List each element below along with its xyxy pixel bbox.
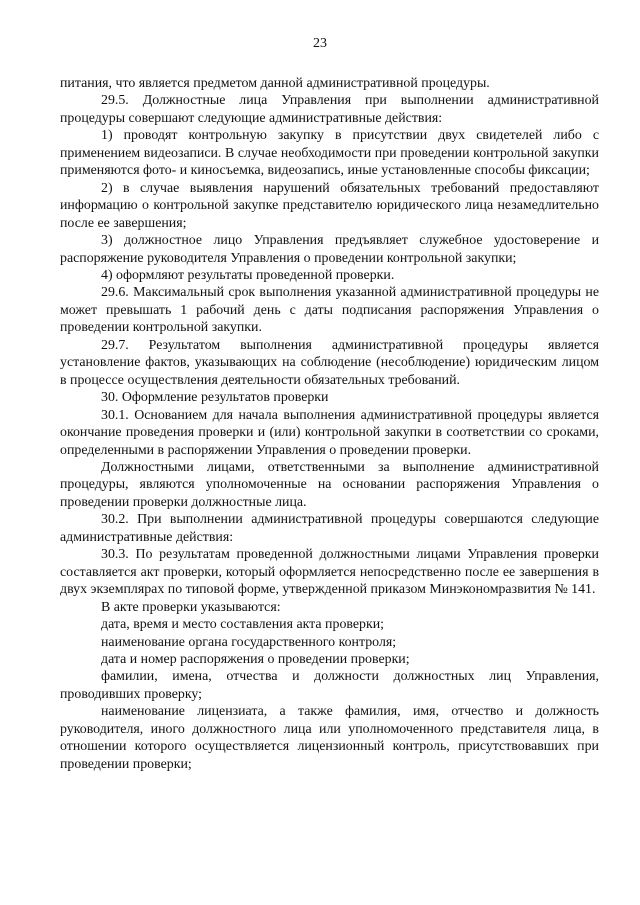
paragraph: наименование органа государственного контроля;: [101, 634, 397, 650]
paragraph: 1) проводят контрольную закупку в присутствии двух свидетелей либо с применением видеозаписи. В случае необходимости при проведении контрольной закупки применяются фото- и киносъемка, видеозапись, иные установленные способы фиксации;: [60, 128, 599, 179]
paragraph: фамилии, имена, отчества и должности должностных лиц Управления, проводивших проверку;: [60, 669, 599, 702]
paragraph: 30. Оформление результатов проверки: [101, 390, 329, 406]
paragraph: Должностными лицами, ответственными за выполнение административной процедуры, являются уполномоченные на основании распоряжения Управления о проведении проверки должностные лица.: [60, 459, 599, 510]
paragraph: 3) должностное лицо Управления предъявляет служебное удостоверение и распоряжение руководителя Управления о проведении контрольной закупки;: [60, 233, 599, 266]
paragraph: 29.6. Максимальный срок выполнения указанной административной процедуры не может превышать 1 рабочий день с даты подписания распоряжения Управления о проведении контрольной закупки.: [60, 285, 599, 336]
paragraph: питания, что является предметом данной административной процедуры.: [60, 76, 490, 91]
paragraph: дата и номер распоряжения о проведении проверки;: [101, 651, 410, 667]
paragraph: 30.3. По результатам проведенной должностными лицами Управления проверки составляется акт проверки, который оформляется непосредственно после ее завершения в двух экземплярах по типовой форме, утвержденной приказом Минэкономразвития № 141.: [60, 547, 599, 598]
paragraph: В акте проверки указываются:: [101, 599, 281, 615]
paragraph: 29.7. Результатом выполнения административной процедуры является установление фактов, указывающих на соблюдение (несоблюдение) юридическим лицом в процессе осуществления деятельности обязательных требований.: [60, 337, 599, 388]
paragraph: 29.5. Должностные лица Управления при выполнении административной процедуры совершают следующие административные действия:: [60, 93, 599, 126]
document-body: [60, 75, 599, 773]
paragraph: 30.1. Основанием для начала выполнения административной процедуры является окончание проведения проверки и (или) контрольной закупки в соответствии со сроками, определенными в распоряжении Управления о проведении проверки.: [60, 407, 599, 458]
paragraph: 2) в случае выявления нарушений обязательных требований предоставляют информацию о контрольной закупке представителю юридического лица незамедлительно после ее завершения;: [60, 180, 599, 231]
page-number: 23: [313, 36, 327, 51]
paragraph: 30.2. При выполнении административной процедуры совершаются следующие административные действия:: [60, 512, 599, 545]
paragraph: дата, время и место составления акта проверки;: [101, 617, 385, 633]
paragraph: наименование лицензиата, а также фамилия, имя, отчество и должность руководителя, иного должностного лица или уполномоченного представителя лица, в отношении которого осуществляется лицензионный контроль, присутствовавших при проведении проверки;: [60, 704, 599, 772]
paragraph: 4) оформляют результаты проведенной проверки.: [101, 267, 395, 283]
